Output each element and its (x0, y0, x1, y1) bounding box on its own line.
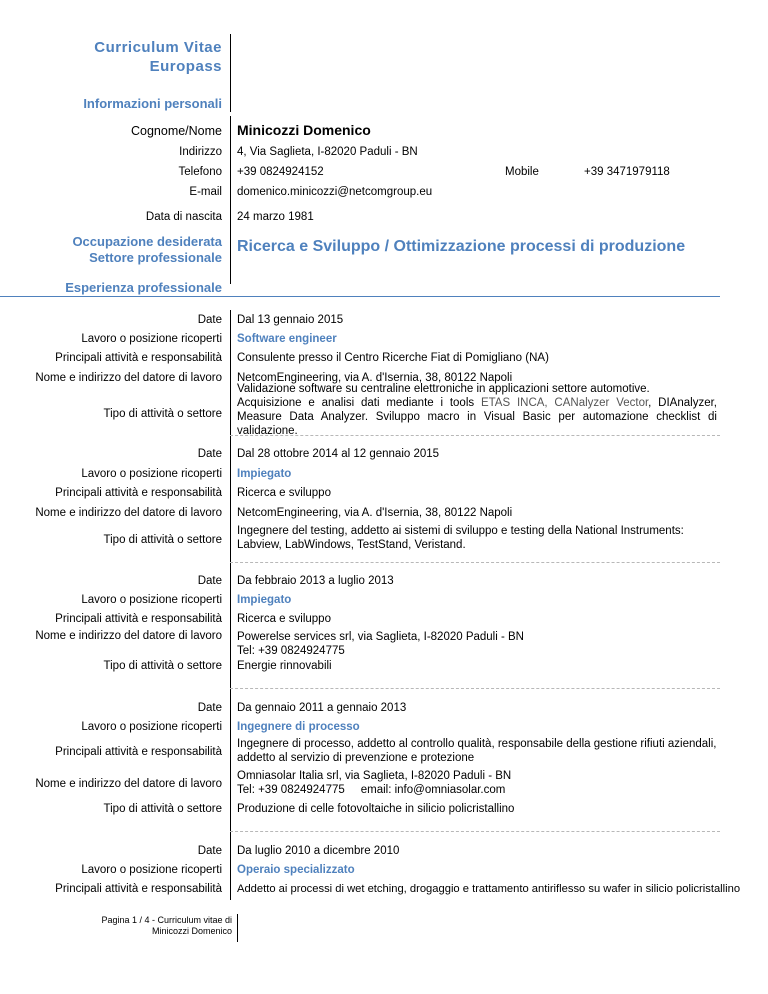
entry-activities: Ingegnere di processo, addetto al controllo qualità, responsabile della gestione rifiuti aziendali, addetto al servizio di prevenzione e protezione (237, 738, 717, 764)
entry-date: Da febbraio 2013 a luglio 2013 (237, 575, 394, 587)
entry-employer (237, 630, 717, 658)
mobile-value: +39 3471979118 (584, 166, 670, 178)
cv-title-line1: Curriculum Vitae (94, 39, 222, 56)
entry-sector: Energie rinnovabili (237, 660, 332, 672)
occupation-value: Ricerca e Sviluppo / Ottimizzazione processi di produzione (237, 238, 686, 255)
date-label: Date (197, 845, 222, 857)
entry-sector: Ingegnere del testing, addetto ai sistemi di sviluppo e testing della National Instruments: Labview, LabWindows, TestStand, Veristand. (237, 525, 684, 551)
entry-role: Software engineer (237, 333, 337, 345)
employer-label: Nome e indirizzo del datore di lavoro (35, 778, 222, 790)
email-value: domenico.minicozzi@netcomgroup.eu (237, 186, 433, 198)
section-experience: Esperienza professionale (65, 280, 222, 295)
divider-experience (230, 310, 231, 900)
sector-label: Tipo di attività o settore (103, 408, 222, 420)
sector-label: Tipo di attività o settore (103, 660, 222, 672)
page-footer (101, 915, 232, 937)
role-label: Lavoro o posizione ricoperti (81, 594, 222, 606)
phone-label: Telefono (178, 166, 222, 178)
footer-line2: Minicozzi Domenico (151, 926, 232, 936)
entry-role: Operaio specializzato (237, 864, 355, 876)
name-label: Cognome/Nome (130, 124, 222, 138)
role-label: Lavoro o posizione ricoperti (81, 864, 222, 876)
cv-title (94, 38, 222, 76)
entry-activities: Ricerca e sviluppo (237, 487, 331, 499)
sector-label: Settore professionale (89, 250, 222, 265)
entry-sector: Produzione di celle fotovoltaiche in silicio policristallino (237, 803, 515, 815)
address-label: Indirizzo (179, 146, 222, 158)
role-label: Lavoro o posizione ricoperti (81, 468, 222, 480)
occupation-labels (72, 234, 222, 266)
employer-label: Nome e indirizzo del datore di lavoro (35, 507, 222, 519)
entry-activities: Addetto ai processi di wet etching, drogaggio e trattamento antiriflesso su wafer in silicio policristallino (237, 883, 741, 895)
date-label: Date (197, 702, 222, 714)
divider-top (230, 34, 231, 112)
date-label: Date (197, 575, 222, 587)
entry-date: Da luglio 2010 a dicembre 2010 (237, 845, 400, 857)
entry-separator (230, 831, 720, 832)
date-label: Date (197, 314, 222, 326)
activities-label: Principali attività e responsabilità (55, 487, 222, 499)
sector-label: Tipo di attività o settore (103, 803, 222, 815)
footer-line1: Pagina 1 / 4 - Curriculum vitae di (101, 915, 232, 925)
section-personal-info: Informazioni personali (83, 96, 222, 111)
entry-date: Da gennaio 2011 a gennaio 2013 (237, 702, 407, 714)
employer-label: Nome e indirizzo del datore di lavoro (35, 372, 222, 384)
entry-date: Dal 28 ottobre 2014 al 12 gennaio 2015 (237, 448, 440, 460)
entry-activities: Ricerca e sviluppo (237, 613, 331, 625)
entry-activities: Consulente presso il Centro Ricerche Fiat di Pomigliano (NA) (237, 352, 549, 364)
email-label: E-mail (189, 186, 222, 198)
activities-label: Principali attività e responsabilità (55, 746, 222, 758)
activities-label: Principali attività e responsabilità (55, 613, 222, 625)
mobile-label: Mobile (505, 166, 539, 178)
role-label: Lavoro o posizione ricoperti (81, 721, 222, 733)
entry-employer (237, 769, 717, 797)
sector-label: Tipo di attività o settore (103, 534, 222, 546)
phone-value: +39 0824924152 (237, 166, 324, 178)
sector-text-c: , DIAnalyzer, Measure Data Analyzer. Sviluppo macro in Visual Basic per automazione checklist di validazione. (237, 397, 717, 437)
activities-label: Principali attività e responsabilità (55, 883, 222, 895)
entry-employer-line1: Powerelse services srl, via Saglieta, I-82020 Paduli - BN (237, 631, 524, 643)
entry-role: Ingegnere di processo (237, 721, 360, 733)
entry-sector (237, 382, 717, 438)
employer-label: Nome e indirizzo del datore di lavoro (35, 630, 222, 642)
entry-employer-line2: Tel: +39 0824924775 (237, 645, 345, 657)
entry-employer: NetcomEngineering, via A. d'Isernia, 38, 80122 Napoli (237, 507, 513, 519)
cv-title-line2: Europass (149, 58, 222, 75)
activities-label: Principali attività e responsabilità (55, 352, 222, 364)
entry-separator (230, 435, 720, 436)
entry-role: Impiegato (237, 468, 292, 480)
experience-rule (0, 296, 720, 297)
entry-employer-line2: Tel: +39 0824924775 email: info@omniasolar.com (237, 784, 506, 796)
entry-date: Dal 13 gennaio 2015 (237, 314, 344, 326)
footer-divider (237, 914, 238, 942)
sector-text-a: Acquisizione e analisi dati mediante i tools (237, 397, 481, 409)
full-name: Minicozzi Domenico (237, 122, 371, 138)
role-label: Lavoro o posizione ricoperti (81, 333, 222, 345)
entry-sector-line1: Validazione software su centraline elettroniche in applicazioni settore automotive. (237, 383, 650, 395)
entry-role: Impiegato (237, 594, 292, 606)
sector-tools: ETAS INCA, CANalyzer Vector (480, 397, 649, 409)
entry-separator (230, 688, 720, 689)
occupation-label: Occupazione desiderata (72, 234, 222, 249)
birth-label: Data di nascita (145, 211, 222, 223)
divider-personal (230, 116, 231, 284)
entry-employer-line1: Omniasolar Italia srl, via Saglieta, I-82020 Paduli - BN (237, 770, 512, 782)
address-value: 4, Via Saglieta, I-82020 Paduli - BN (237, 146, 418, 158)
entry-sector-line2 (237, 396, 717, 438)
entry-separator (230, 562, 720, 563)
date-label: Date (197, 448, 222, 460)
birth-value: 24 marzo 1981 (237, 211, 314, 223)
entry-employer: NetcomEngineering, via A. d'Isernia, 38, 80122 Napoli (237, 372, 513, 384)
